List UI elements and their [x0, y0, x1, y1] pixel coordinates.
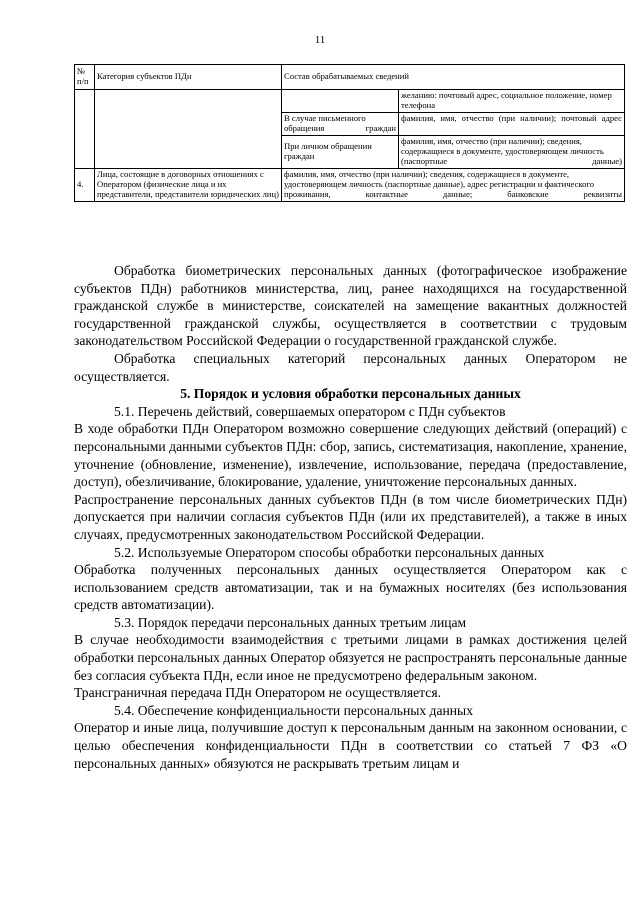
subsection-5-2-title: 5.2. Используемые Оператором способы обработки персональных данных: [114, 544, 545, 560]
page-number: 11: [314, 34, 326, 46]
paragraph-special: Обработка специальных категорий персональных данных Оператором не осуществляется.: [74, 350, 627, 384]
row4-category: Лица, состоящие в договорных отношениях с Оператором (физические лица и их представители, представители юридических лиц): [95, 168, 282, 201]
document-body: [74, 262, 627, 772]
subsection-5-1-title: 5.1. Перечень действий, совершаемых оператором с ПДн субъектов: [114, 403, 506, 419]
subsection-5-3-title: 5.3. Порядок передачи персональных данных третьим лицам: [114, 614, 467, 630]
written-appeal-label: В случае письменного обращения граждан: [282, 112, 399, 135]
table-header-row: [75, 65, 625, 90]
cont-empty-cell: [282, 90, 399, 113]
section-heading: 5. Порядок и условия обработки персональных данных: [180, 386, 521, 402]
paragraph-5-3: В случае необходимости взаимодействия с третьими лицами в рамках достижения целей обработки персональных данных Оператор обязуется не распространять персональные данные без согласия субъекта ПДн, если иное не предусмотрено федеральным законом.: [74, 632, 627, 683]
paragraph-biometric: Обработка биометрических персональных данных (фотографическое изображение субъектов ПДн) работников министерства, лиц, ранее находящихся на государственной гражданской службе в министерстве, соискателей на замещение вакантных должностей государственной гражданской службы, осуществляется в соответствии с трудовым законодательством Российской Федерации о государственной гражданской службе.: [74, 263, 627, 349]
row4-composition: фамилия, имя, отчество (при наличии); сведения, содержащиеся в документе, удостоверяющем личность (паспортные данные), адрес регистрации и фактического проживания, контактные данные; банковские реквизиты: [282, 168, 625, 201]
personal-appeal-text: фамилия, имя, отчество (при наличии); сведения, содержащиеся в документе, удостоверяющем личность (паспортные данные): [399, 135, 625, 168]
cont-category-cell: [95, 90, 282, 169]
table-row: [75, 168, 625, 201]
header-composition: Состав обрабатываемых сведений: [282, 65, 625, 90]
row4-num: 4.: [75, 168, 95, 201]
subsection-5-4-title: 5.4. Обеспечение конфиденциальности персональных данных: [114, 702, 473, 718]
header-category: Категория субъектов ПДн: [95, 65, 282, 90]
cont-top-text: желанию: почтовый адрес, социальное положение, номер телефона: [399, 90, 625, 113]
paragraph-5-1: В ходе обработки ПДн Оператором возможно совершение следующих действий (операций) с персональными данными субъектов ПДн: сбор, запись, систематизация, накопление, хранение, уточнение (обновление, изменение), извлечение, использование, передача (предоставление, доступ), обезличивание, блокирование, удаление, уничтожение персональных данных.: [74, 421, 627, 490]
header-num: № п/п: [75, 65, 95, 90]
cont-num-cell: [75, 90, 95, 169]
paragraph-5-1-distribution: Распространение персональных данных субъектов ПДн (в том числе биометрических ПДн) допускается при наличии согласия субъектов ПДн (или их представителей), а также в иных случаях, предусмотренных законодательством Российской Федерации.: [74, 491, 627, 542]
paragraph-5-2: Обработка полученных персональных данных осуществляется Оператором как с использованием средств автоматизации, так и на бумажных носителях (без использования средств автоматизации).: [74, 562, 627, 613]
data-composition-table: [74, 64, 625, 202]
paragraph-5-4: Оператор и иные лица, получившие доступ к персональным данным на законном основании, с целью обеспечения конфиденциальности ПДн в соответствии со статьей 7 ФЗ «О персональных данных» обязуются не раскрывать третьим лицам и: [74, 720, 627, 771]
table-row: [75, 90, 625, 113]
paragraph-5-3-crossborder: Трансграничная передача ПДн Оператором не осуществляется.: [74, 685, 441, 701]
personal-appeal-label: При личном обращении граждан: [282, 135, 399, 168]
written-appeal-text: фамилия, имя, отчество (при наличии); почтовый адрес: [399, 112, 625, 135]
